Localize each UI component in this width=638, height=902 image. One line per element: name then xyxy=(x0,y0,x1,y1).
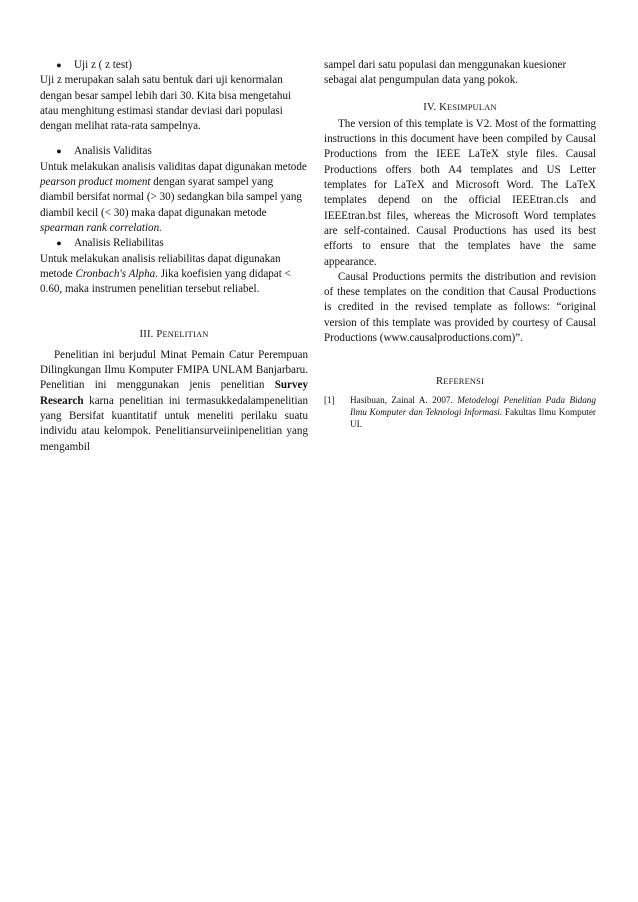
heading-num: III. P xyxy=(139,329,163,341)
method-name: pearson product moment xyxy=(40,176,151,189)
section-heading-penelitian xyxy=(40,327,308,342)
text-run: Untuk melakukan analisis validitas dapat digunakan metode xyxy=(40,160,307,173)
paragraph-template-permission: Causal Productions permits the distribution and revision of these templates on the condition that Causal Productions is credited in the revised template as follows: “original version of this template was provided by courtesy of Causal Productions (www.causalproductions.com)”. xyxy=(324,270,596,345)
text-run: Hasibuan, Zainal A. 2007. xyxy=(350,394,458,405)
paragraph-validitas xyxy=(40,160,308,236)
left-column xyxy=(40,58,308,455)
reference-number: [1] xyxy=(324,394,335,405)
heading-first: R xyxy=(436,376,444,388)
text-run: dengan syarat sampel yang diambil bersifat normal (> 30) sedangkan bila sampel yang diambil kecil (< 30) maka dapat digunakan metode xyxy=(40,176,302,219)
paragraph-template-version: The version of this template is V2. Most of the formatting instructions in this document have been compiled by Causal Productions from the IEEE LaTeX style files. Causal Productions offers both A4 templates and US Letter templates for LaTeX and Microsoft Word. The LaTeX templates depend on the official IEEEtran.cls and IEEEtran.bst files, whereas the Microsoft Word templates are self-contained. Causal Productions has used its best efforts to ensure that the templates have the same appearance. xyxy=(324,117,596,268)
text-run: Fakultas Ilmu Komputer UI. xyxy=(350,407,596,430)
text-run: karna penelitian ini termasukkedalampenelitian yang Bersifat kuantitatif untuk meneliti perilaku suatu individu atau kelompok. Penelitiansurveiinipenelitian yang mengambil xyxy=(40,394,308,453)
heading-rest: EFERENSI xyxy=(443,377,484,387)
method-name: Cronbach's Alpha xyxy=(75,267,156,280)
bullet-validitas xyxy=(40,144,308,159)
bullet-dot-icon: ● xyxy=(56,146,62,157)
heading-rest: ESIMPULAN xyxy=(447,102,497,112)
bullet-label: Analisis Validitas xyxy=(74,145,152,158)
right-column xyxy=(324,58,596,431)
bullet-label: Analisis Reliabilitas xyxy=(74,237,164,250)
bullet-label: Uji z ( z test) xyxy=(74,59,132,71)
text-run: . Jika koefisien yang didapat < 0.60, maka instrumen penelitian tersebut reliabel. xyxy=(40,267,291,296)
text-run: Untuk melakukan analisis reliabilitas dapat digunakan metode xyxy=(40,252,281,280)
paragraph-reliabilitas xyxy=(40,252,308,298)
bullet-uji-z xyxy=(40,58,308,73)
heading-rest: ENELITIAN xyxy=(162,330,209,340)
paragraph-uji-z: Uji z merupakan salah satu bentuk dari uji kenormalan dengan besar sampel lebih dari 30. Kita bisa mengetahui atau menghitung estimasi standar deviasi dari populasi dengan melihat rata-rata sampelnya. xyxy=(40,74,292,133)
text-run: Penelitian ini berjudul Minat Pemain Catur Perempuan Dilingkungan Ilmu Komputer FMIPA UNLAM Banjarbaru. Penelitian ini menggunakan jenis penelitian xyxy=(40,348,308,392)
section-heading-referensi xyxy=(324,374,596,389)
bullet-dot-icon: ● xyxy=(56,238,62,249)
reference-title: Metodelogi Penelitian Pada Bidang Ilmu Komputer dan Teknologi Informasi. xyxy=(350,394,596,418)
reference-item xyxy=(324,394,596,431)
heading-num: IV. K xyxy=(423,101,448,113)
section-heading-kesimpulan xyxy=(324,100,596,115)
method-name: spearman rank correlation. xyxy=(40,221,162,234)
paragraph-continued: sampel dari satu populasi dan menggunakan kuesioner sebagai alat pengumpulan data yang pokok. xyxy=(324,59,567,87)
bold-term: Survey Research xyxy=(40,379,308,407)
bullet-reliabilitas xyxy=(40,236,308,251)
paragraph-penelitian xyxy=(40,348,308,455)
bullet-dot-icon: ● xyxy=(56,60,62,70)
reference-text xyxy=(350,394,596,431)
